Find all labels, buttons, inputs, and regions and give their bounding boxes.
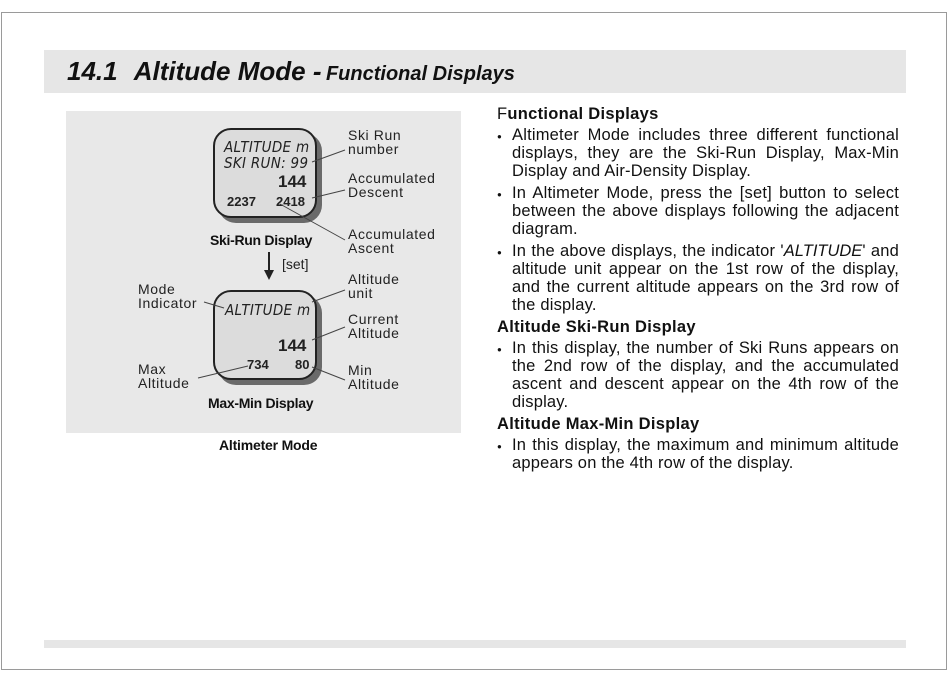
max-min-display-label: Max-Min Display <box>208 395 314 411</box>
bullet-press-set: ● In Altimeter Mode, press the [set] button to select between the above displays following the adjacent diagram. <box>497 184 899 238</box>
section-number: 14.1 <box>67 56 118 86</box>
callout-min-altitude: Min Altitude <box>348 362 400 392</box>
figure-caption: Altimeter Mode <box>219 437 318 453</box>
page-title <box>67 56 515 87</box>
max-min-lcd-max: 734 <box>247 357 269 372</box>
ski-run-section-heading: Altitude Ski-Run Display <box>497 318 696 336</box>
set-button-label: [set] <box>282 256 309 272</box>
callout-accumulated-descent: Accumulated Descent <box>348 170 436 200</box>
max-min-lcd-min: 80 <box>295 357 310 372</box>
ski-run-lcd-row3: 144 <box>278 172 307 191</box>
text-column <box>497 105 899 476</box>
callout-mode-indicator: Mode Indicator <box>138 281 198 311</box>
callout-accumulated-ascent: Accumulated Ascent <box>348 226 436 256</box>
callout-ski-run-number: Ski Run number <box>348 127 402 157</box>
footer-bar <box>44 640 906 648</box>
ski-run-lcd-row1: ALTITUDE m <box>224 138 310 156</box>
bullet-max-min-info: ● In this display, the maximum and minimum altitude appears on the 4th row of the display. <box>497 436 899 472</box>
bullet-ski-run-info: ● In this display, the number of Ski Runs appears on the 2nd row of the display, and the accumulated ascent and descent appear on the 4th row of the display. <box>497 339 899 411</box>
ski-run-lcd-descent: 2237 <box>227 194 256 209</box>
ski-run-lcd-ascent: 2418 <box>276 194 305 209</box>
ski-run-lcd-row2: SKI RUN: 99 <box>224 154 309 172</box>
max-min-section-heading: Altitude Max-Min Display <box>497 415 700 433</box>
ski-run-display-label: Ski-Run Display <box>210 232 313 248</box>
bullet-indicator: ● In the above displays, the indicator 'ALTITUDE' and altitude unit appear on the 1st row of the display, and the current altitude appears on the 3rd row of the display. <box>497 242 899 314</box>
max-min-lcd-row3: 144 <box>278 336 307 355</box>
functional-displays-heading: Functional Displays <box>497 105 659 123</box>
callout-altitude-unit: Altitude unit <box>348 271 400 301</box>
bullet-three-displays: ● Altimeter Mode includes three different functional displays, they are the Ski-Run Display, Max-Min Display and Air-Density Display. <box>497 126 899 180</box>
title-sub: Functional Displays <box>325 63 515 85</box>
title-main: Altitude Mode - <box>133 56 322 86</box>
callout-current-altitude: Current Altitude <box>348 311 400 341</box>
max-min-lcd-row1: ALTITUDE m <box>225 301 311 319</box>
callout-max-altitude: Max Altitude <box>138 361 190 391</box>
